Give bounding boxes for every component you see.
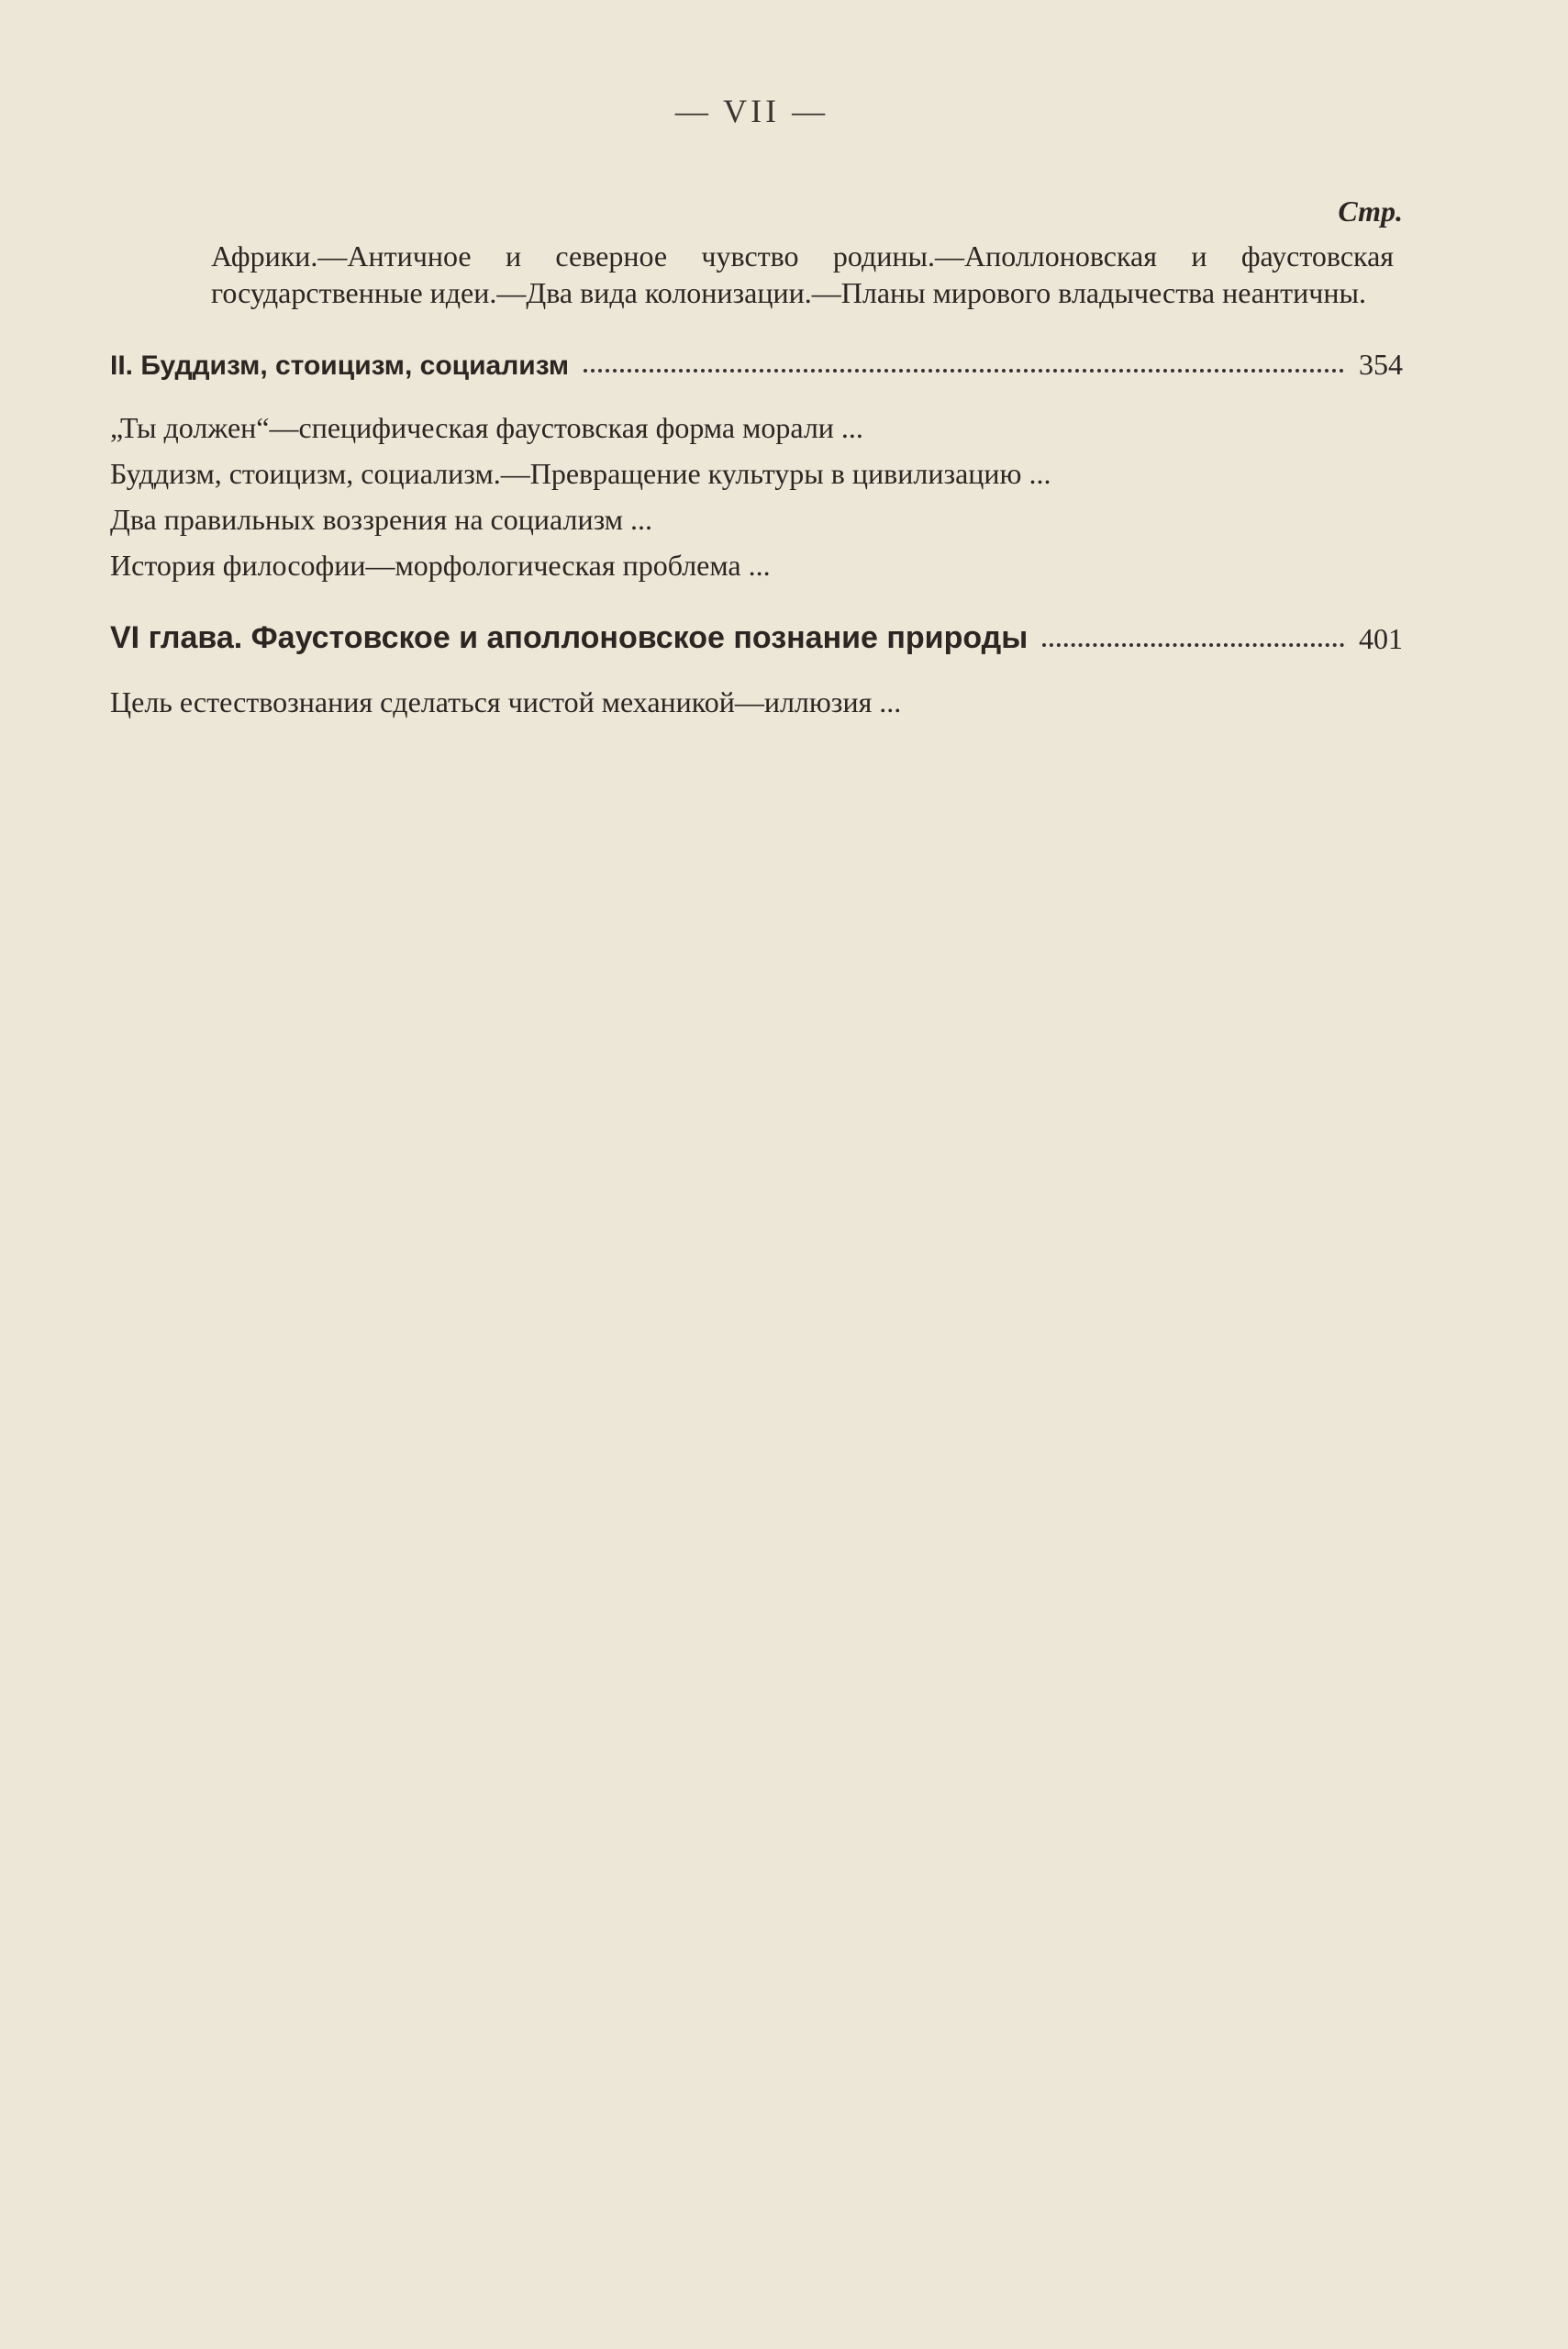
toc-page-number: 401 xyxy=(1359,622,1403,655)
toc-entry-vi[interactable] xyxy=(110,620,1403,656)
toc-entry-ii[interactable] xyxy=(110,348,1403,382)
toc-title: VI глава. Фаустовское и аполлоновское познание природы xyxy=(110,620,1029,655)
paragraph-3: Два правильных воззрения на социализм ... xyxy=(110,503,652,536)
intro-paragraph: Африки.—Античное и северное чувство родины.—Аполлоновская и фаустовская государственные идеи.—Два вида колонизации.—Планы мирового владычества неантичны. xyxy=(211,239,1394,309)
dot-leader xyxy=(584,369,1344,373)
paragraph-4: История философии—морфологическая проблема ... xyxy=(110,549,771,582)
paragraph-5: Цель естествознания сделаться чистой механикой—иллюзия ... xyxy=(110,685,902,718)
page-column-label: Стр. xyxy=(1338,195,1403,228)
toc-page-number: 354 xyxy=(1359,348,1403,381)
paragraph-2: Буддизм, стоицизм, социализм.—Превращение культуры в цивилизацию ... xyxy=(110,457,1051,490)
toc-title: II. Буддизм, стоицизм, социализм xyxy=(110,351,570,381)
paragraph-1: „Ты должен“—специфическая фаустовская форма морали ... xyxy=(110,411,863,444)
page-number: — VII — xyxy=(674,93,829,129)
dot-leader xyxy=(1042,643,1344,647)
